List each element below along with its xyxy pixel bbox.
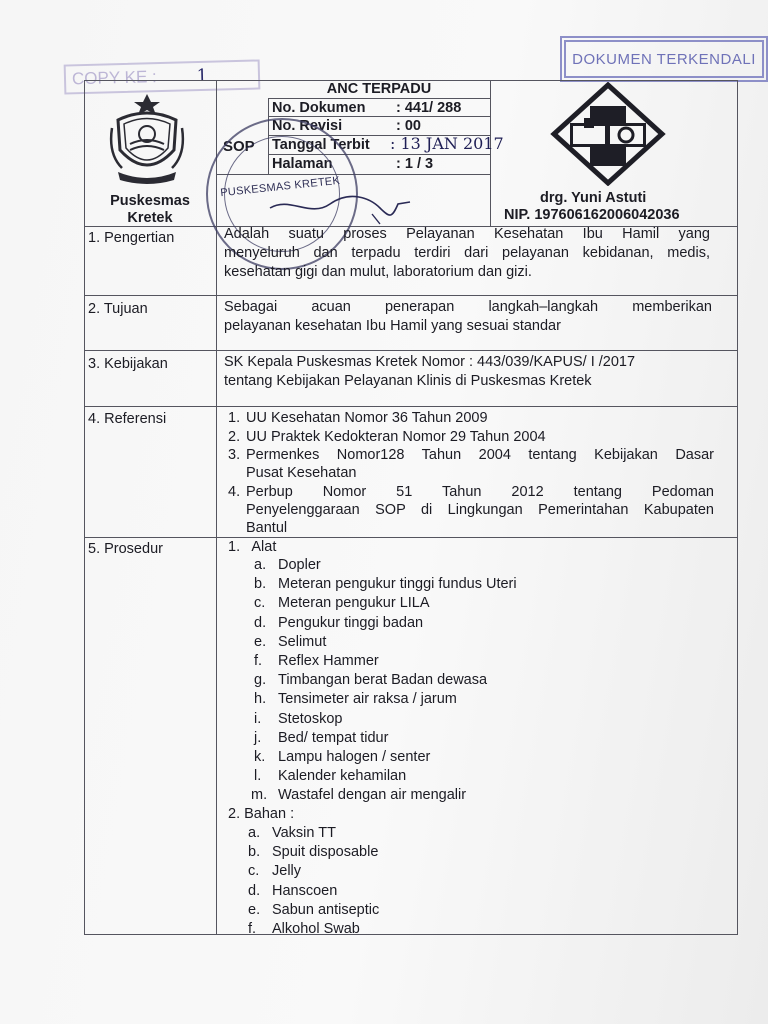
list-item: d. Pengukur tinggi badan [254,614,424,631]
pengertian-line: menyeluruh dan terpadu terdiri dari pelayanan kebidanan, medis, [224,245,710,261]
regency-emblem-logo [104,88,190,188]
list-item: f. Alkohol Swab [248,921,360,938]
list-item: c. Jelly [248,863,302,880]
controlled-document-stamp: DOKUMEN TERKENDALI [564,40,764,78]
reference-line: Pusat Kesehatan [246,465,357,481]
list-item: h. Tensimeter air raksa / jarum [254,691,457,708]
reference-line: UU Praktek Kedokteran Nomor 29 Tahun 2004 [246,429,546,445]
bahan-list [248,824,379,939]
meta-value: : 00 [396,118,421,134]
list-item: i. Stetoskop [254,710,343,727]
reference-number: 3. [228,447,241,463]
kebijakan-line: tentang Kebijakan Pelayanan Klinis di Puskesmas Kretek [224,373,592,389]
signer-name: drg. Yuni Astuti [540,190,647,206]
bahan-heading: 2. Bahan : [228,806,295,822]
list-item: e. Sabun antiseptic [248,901,380,918]
section-label-prosedur: 5. Prosedur [88,541,163,557]
list-item: m. Wastafel dengan air mengalir [251,787,467,804]
copy-label: COPY KE : [71,67,157,89]
list-item: b. Spuit disposable [248,844,379,861]
copy-number: 1 [196,65,208,87]
alat-heading: 1. Alat [228,539,277,555]
reference-number: 2. [228,429,241,445]
list-item: d. Hanscoen [248,882,338,899]
reference-number: 4. [228,484,241,500]
header-divider [490,80,491,226]
alat-list [251,556,517,806]
kebijakan-line: SK Kepala Puskesmas Kretek Nomor : 443/039/KAPUS/ I /2017 [224,354,636,370]
pengertian-line: kesehatan gigi dan mulut, laboratorium dan gizi. [224,264,532,280]
row-rule [84,537,738,538]
list-item: a. Dopler [254,557,321,573]
list-item: b. Meteran pengukur tinggi fundus Uteri [254,576,517,593]
list-item: a. Vaksin TT [248,825,336,841]
meta-label: No. Dokumen [272,100,366,116]
section-label-kebijakan: 3. Kebijakan [88,356,168,372]
row-rule [84,350,738,351]
row-rule [84,295,738,296]
reference-line: Permenkes Nomor128 Tahun 2004 tentang Kebijakan Dasar [246,447,714,463]
reference-number: 1. [228,410,241,426]
puskesmas-logo [548,82,668,186]
section-label-referensi: 4. Referensi [88,411,167,427]
list-item: l. Kalender kehamilan [254,768,407,785]
reference-line: UU Kesehatan Nomor 36 Tahun 2009 [246,410,488,426]
signer-nip: NIP. 197606162006042036 [504,207,680,223]
list-item: f. Reflex Hammer [254,653,379,670]
document-title: ANC TERPADU [326,81,432,97]
list-item: k. Lampu halogen / senter [254,749,431,766]
list-item: j. Bed/ tempat tidur [254,729,389,746]
section-label-pengertian: 1. Pengertian [88,230,175,246]
org-location: Kretek [127,210,173,226]
issue-date-stamp: : 13 JAN 2017 [390,134,504,153]
reference-line: Penyelenggaraan SOP di Lingkungan Pemerintahan Kabupaten [246,502,714,518]
reference-line: Bantul [246,520,288,536]
list-item: c. Meteran pengukur LILA [254,595,430,612]
list-item: e. Selimut [254,633,327,650]
round-stamp-text: PUSKESMAS KRETEK [219,174,341,200]
meta-value: : 1 / 3 [396,156,434,172]
reference-line: Perbup Nomor 51 Tahun 2012 tentang Pedoman [246,484,714,500]
meta-label: Tanggal Terbit [272,137,370,153]
org-name: Puskesmas [110,193,190,209]
tujuan-line: Sebagai acuan penerapan langkah–langkah memberikan [224,299,712,315]
list-item: g. Timbangan berat Badan dewasa [254,672,488,689]
section-label-tujuan: 2. Tujuan [88,301,148,317]
tujuan-line: pelayanan kesehatan Ibu Hamil yang sesuai standar [224,318,561,334]
meta-label: Halaman [272,156,333,172]
row-rule [84,406,738,407]
meta-value: : 441/ 288 [396,100,462,116]
meta-label: No. Revisi [272,118,343,134]
pengertian-line: Adalah suatu proses Pelayanan Kesehatan Ibu Hamil yang [224,226,710,242]
sop-label: SOP [223,138,255,155]
